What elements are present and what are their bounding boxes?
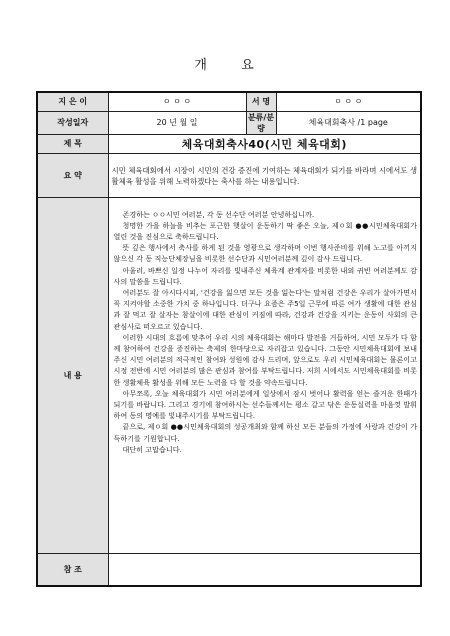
- content-paragraph: 이러한 시대의 흐름에 맞추어 우리 시의 체육대회는 해마다 발전을 거듭하여, 시민 모두가 다 함께 참여하여 건강을 증진하는 축제의 한마당으로 자리잡고 있습니다. 그동안 시민체육대회에 보내주신 시민 여러분의 적극적인 참여와 성원에 감사 드리며, 앞으로도 우리 시민체육대회는 물론이고 시정 전반에 시민 여러분의 많은 관심과 참여를 부탁드립니다. 저희 시에서도 시민체육대회를 비롯한 생활체육 활성을 위해 모든 노력을 다 할 것을 약속드립니다.: [113, 332, 417, 387]
- content-paragraph: 아울러, 바쁘신 일정 나누어 자리를 빛내주신 체육계 관계자를 비롯한 내외 귀빈 여러분께도 감사의 말씀을 드립니다.: [113, 265, 417, 286]
- subject-value: 체육대회축사40(시민 체육대회): [108, 134, 421, 153]
- summary-form-table: [36, 91, 422, 587]
- reference-label: 참 조: [37, 553, 108, 586]
- content-paragraph: 아무쪼록, 오늘 체육대회가 시민 여러분에게 일상에서 잠시 벗어나 활력을 얻는 즐거운 한때가 되기를 바랍니다. 그리고 경기에 참여하시는 선수들께서는 평소 갈고 닦은 운동실력을 마음껏 발휘하여 동의 명예를 빛내주시기를 부탁드립니다.: [113, 388, 417, 421]
- content-label: 내 용: [37, 197, 108, 553]
- category-label: 분류/분량: [247, 112, 275, 133]
- signature-label: 서 명: [246, 92, 276, 111]
- author-value: ㅇ ㅇ ㅇ: [108, 92, 246, 111]
- category-value: 체육대회축사 /1 page: [276, 111, 421, 134]
- content-paragraph: 존경하는 ㅇㅇ시민 여러분, 각 동 선수단 여러분 안녕하십니까.: [122, 209, 315, 219]
- subject-label: 제 목: [37, 134, 108, 153]
- content-paragraph: 대단히 고맙습니다.: [122, 444, 182, 454]
- author-label: 지 은 이: [37, 92, 108, 111]
- signature-value: ㅇ ㅇ ㅇ: [276, 92, 421, 111]
- summary-label: 요 약: [37, 153, 108, 197]
- document-title: 개 요: [194, 58, 256, 73]
- content-paragraph: 뜻 깊은 행사에서 축사를 하게 된 것을 영광으로 생각하며 이번 행사준비를 위해 노고를 아끼지 않으신 각 동 직능단체장님을 비롯한 선수단과 시민여러분께 깊이 감사 드립니다.: [113, 243, 417, 264]
- content-paragraph: 여러분도 잘 아시다시피, '건강을 잃으면 모든 것을 잃는다'는 말처럼 건강은 우리가 살아가면서 꼭 지켜야할 소중한 가치 중 하나입니다. 더구나 요즘은 주5일 근무에 따른 여가 생활에 대한 관심과 잘 먹고 잘 살자는 참살이에 대한 관심이 커짐에 따라, 건강과 건강을 지키는 운동이 사회의 큰 관심사로 떠오르고 있습니다.: [113, 287, 417, 331]
- summary-value: 시민 체육대회에서 시장이 시민의 건강 증진에 기여하는 체육대회가 되기를 바라며 시에서도 생활체육 활성을 위해 노력하겠다는 축사를 하는 내용입니다.: [108, 153, 421, 197]
- date-value: 20 년 월 일: [108, 111, 246, 134]
- reference-value: [108, 553, 421, 586]
- content-paragraph: 청명한 가을 하늘을 비추는 포근한 햇살이 운동하기 딱 좋은 오늘, 제ㅇ회 ●●시민체육대회가 열린 것을 진심으로 축하드립니다.: [113, 220, 417, 241]
- content-body: [108, 197, 421, 553]
- date-label: 작성일자: [37, 111, 108, 134]
- content-paragraph: 끝으로, 제ㅇ회 ●●시민체육대회의 성공개최와 함께 하신 모든 분들의 가정에 사랑과 건강이 가득하기를 기원합니다.: [113, 422, 417, 443]
